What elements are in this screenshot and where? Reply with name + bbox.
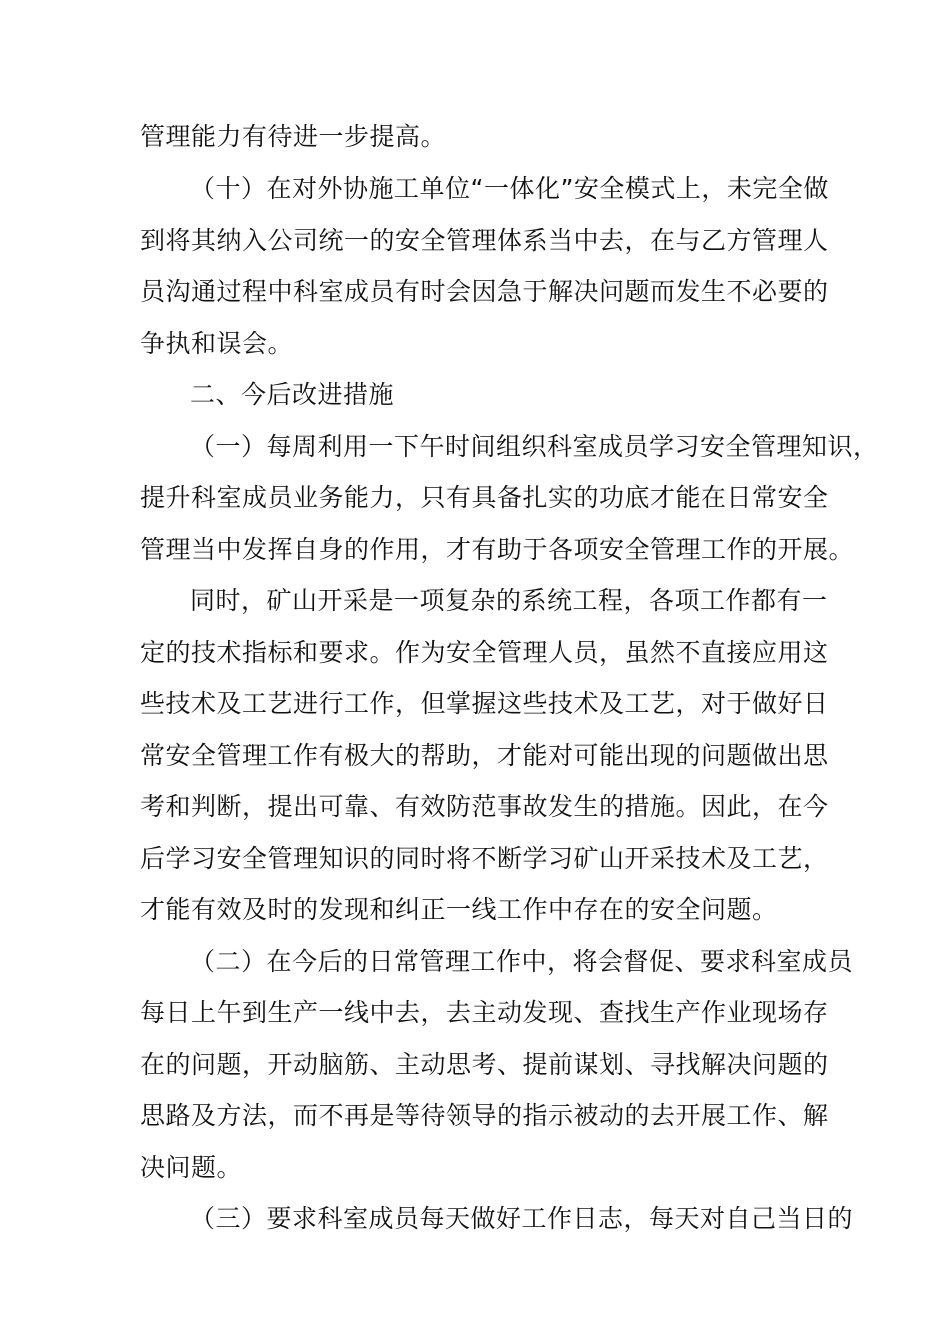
text-line: 员沟通过程中科室成员有时会因急于解决问题而发生不必要的 — [140, 277, 829, 306]
text-line: 在的问题，开动脑筋、主动思考、提前谋划、寻找解决问题的 — [140, 1050, 829, 1079]
section-heading: 二、今后改进措施 — [190, 380, 395, 409]
text-line: 管理当中发挥自身的作用，才有助于各项安全管理工作的开展。 — [140, 535, 855, 564]
text-line: 才能有效及时的发现和纠正一线工作中存在的安全问题。 — [140, 895, 778, 924]
text-line: 定的技术指标和要求。作为安全管理人员，虽然不直接应用这 — [140, 638, 829, 667]
text-line: 思路及方法，而不再是等待领导的指示被动的去开展工作、解 — [140, 1101, 829, 1130]
text-line: 到将其纳入公司统一的安全管理体系当中去，在与乙方管理人 — [140, 226, 829, 255]
text-line: 常安全管理工作有极大的帮助，才能对可能出现的问题做出思 — [140, 741, 829, 770]
text-line: 些技术及工艺进行工作，但掌握这些技术及工艺，对于做好日 — [140, 689, 829, 718]
paragraph-1-line-1: （一）每周利用一下午时间组织科室成员学习安全管理知识， — [190, 432, 879, 461]
text-line: 后学习安全管理知识的同时将不断学习矿山开采技术及工艺， — [140, 844, 829, 873]
paragraph-line-1: 同时，矿山开采是一项复杂的系统工程，各项工作都有一 — [190, 586, 828, 615]
paragraph-2-line-1: （二）在今后的日常管理工作中，将会督促、要求科室成员 — [190, 947, 854, 976]
text-line: 决问题。 — [140, 1153, 243, 1182]
text-line: 考和判断，提出可靠、有效防范事故发生的措施。因此，在今 — [140, 792, 829, 821]
paragraph-3-line-1: （三）要求科室成员每天做好工作日志，每天对自己当日的 — [190, 1204, 854, 1233]
text-line: 管理能力有待进一步提高。 — [140, 122, 447, 151]
text-line: 每日上午到生产一线中去，去主动发现、查找生产作业现场存 — [140, 998, 829, 1027]
text-line: 争执和误会。 — [140, 329, 294, 358]
text-line: 提升科室成员业务能力，只有具备扎实的功底才能在日常安全 — [140, 483, 829, 512]
paragraph-10-line-1: （十）在对外协施工单位“一体化”安全模式上，未完全做 — [190, 174, 829, 203]
